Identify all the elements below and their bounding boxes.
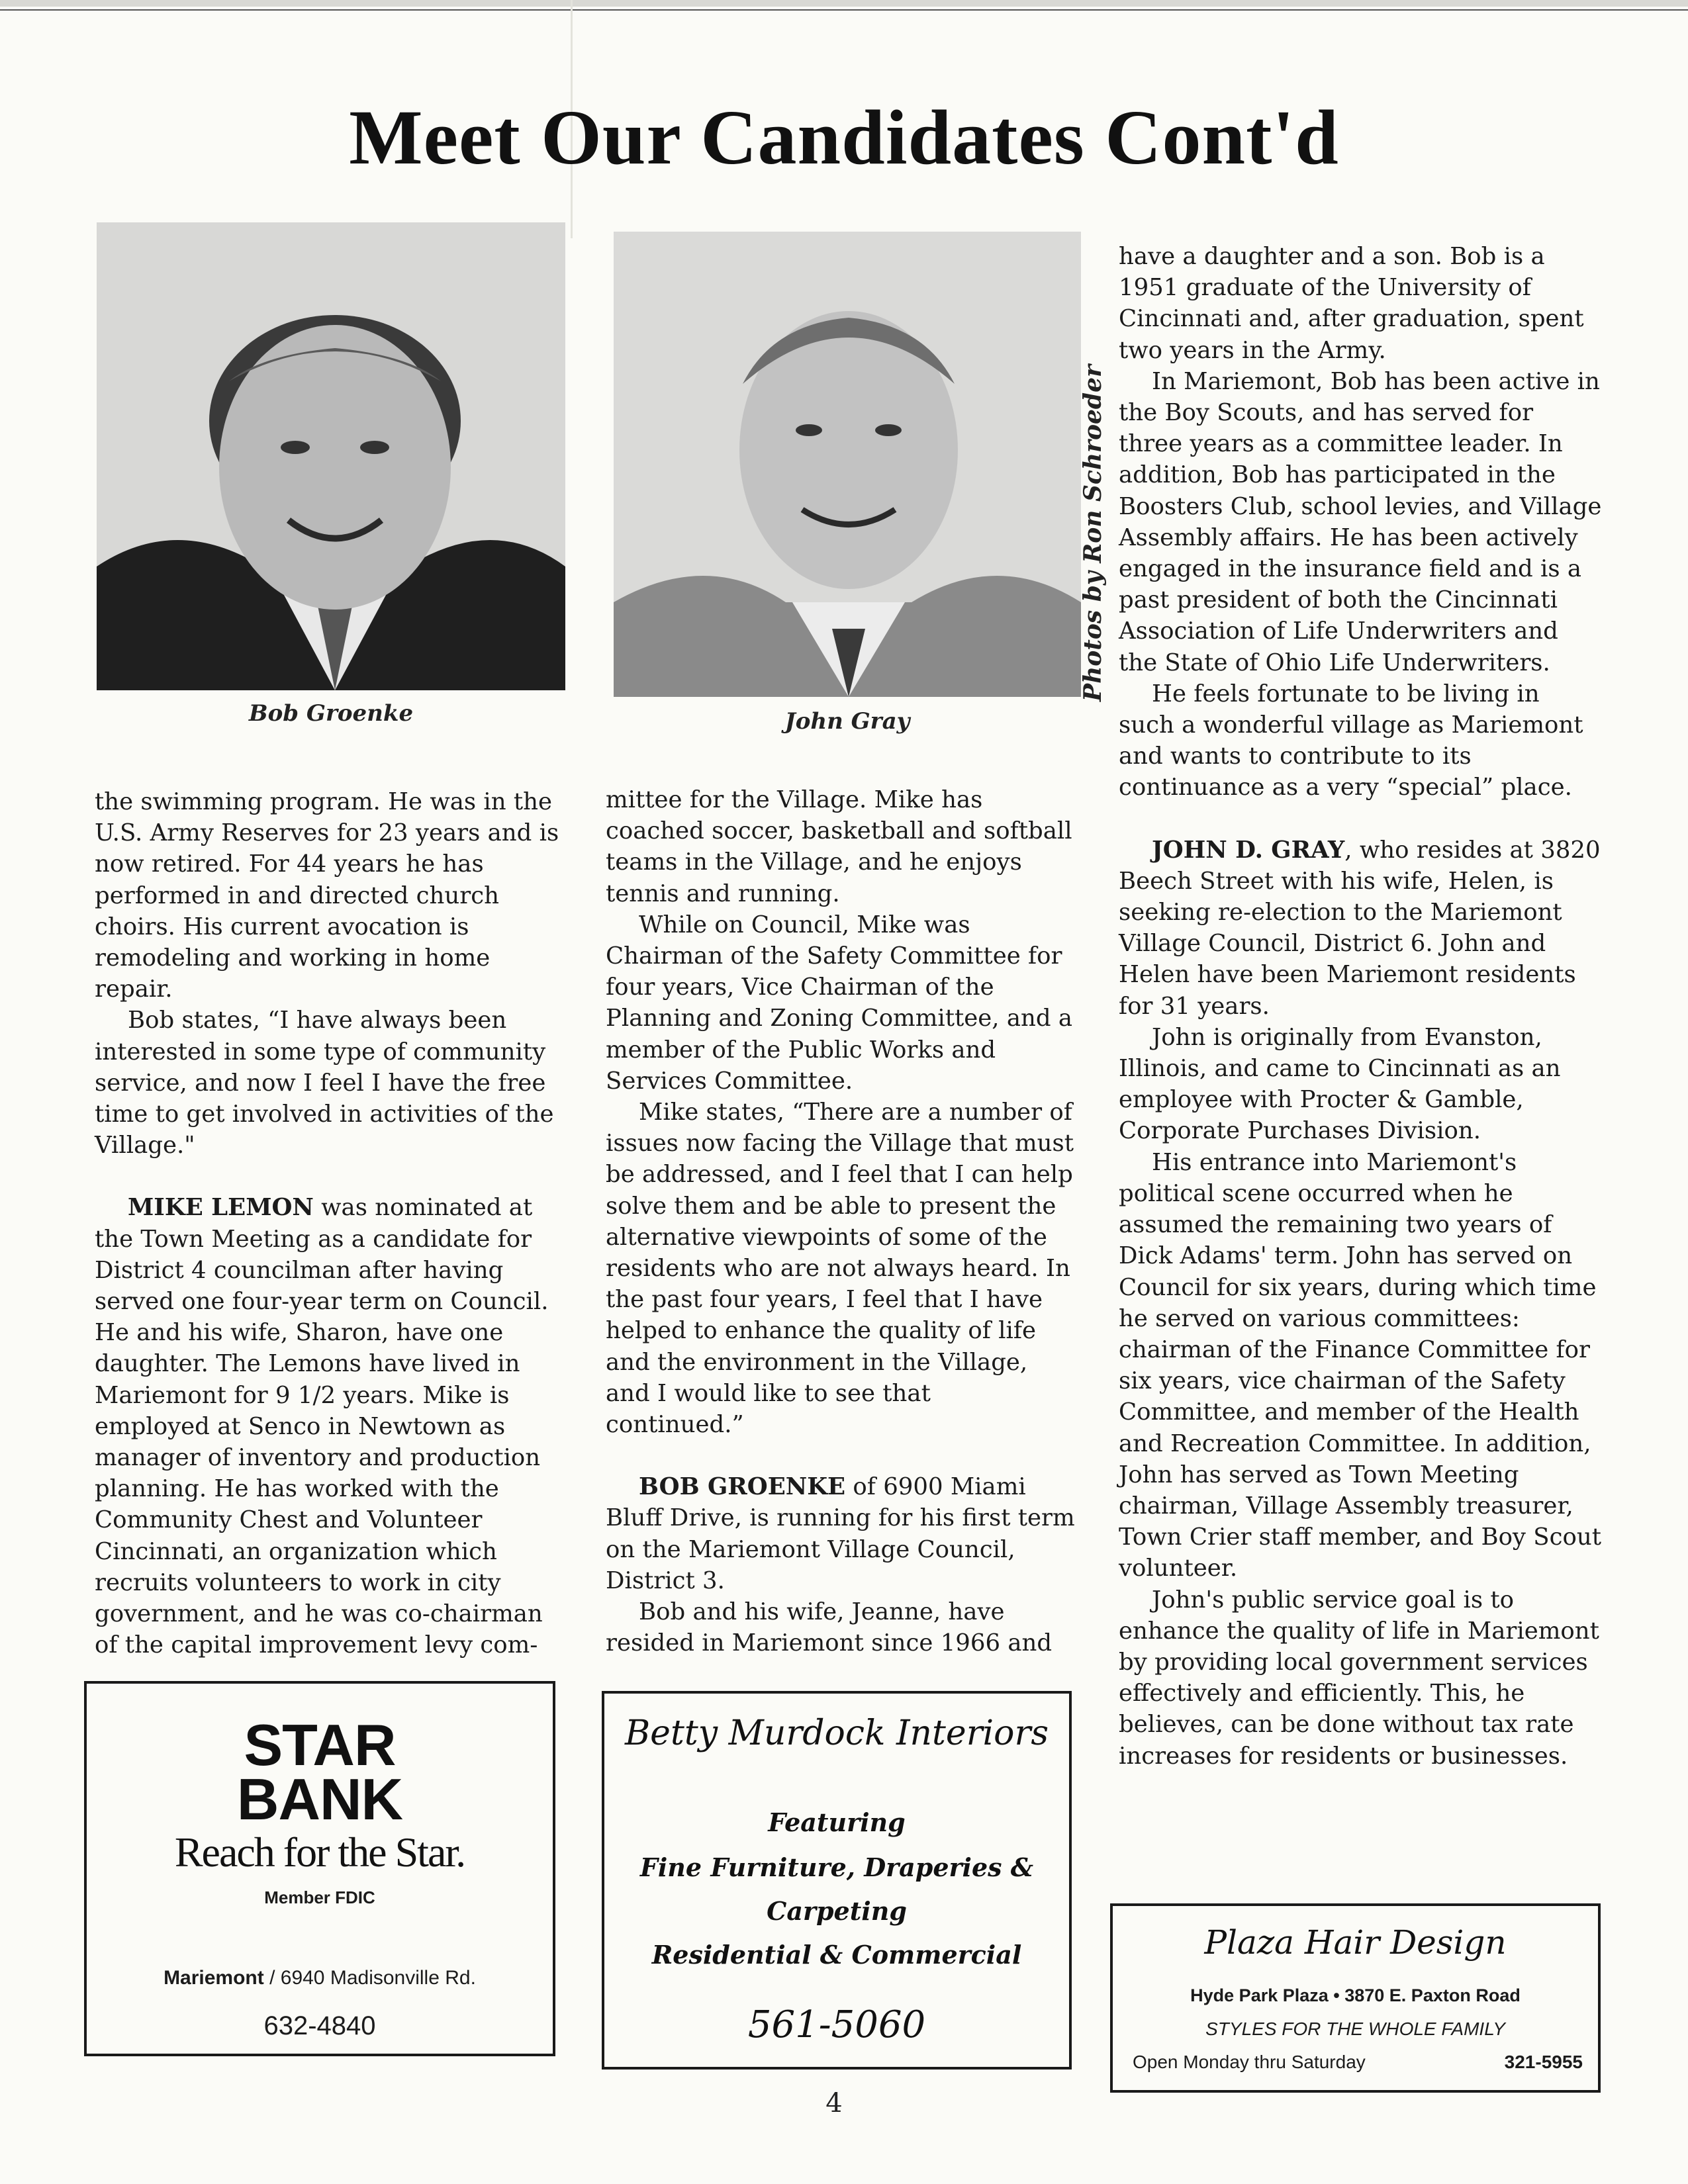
- col3-paragraph-5: John is originally from Evanston, Illinois, and came to Cincinnati as an employee with Procter & Gamble, Corporate Purchases Division.: [1119, 1023, 1561, 1145]
- plaza-address: Hyde Park Plaza • 3870 E. Paxton Road: [1190, 1985, 1521, 2005]
- col1-paragraph-3: MIKE LEMON was nominated at the Town Meeting as a candidate for District 4 councilman after having served one four-year term on Council. He and his wife, Sharon, have one daughter. The Lemons have lived in Mariemont for 9 1/2 years. Mike is employed at Senco in Newtown as manager of inventory and production planning. He has worked with the Community Chest and Volunteer Cincinnati, an organization which recruits volunteers to work in city government, and he was co-chairman of the capital improvement levy com-: [95, 1194, 549, 1659]
- murdock-featuring: Featuring: [768, 1807, 906, 1837]
- col1-paragraph-2: Bob states, “I have always been interested in some type of community service, and now I feel I have the free time to get involved in activities of the Village.": [95, 1007, 554, 1160]
- candidate-name-bob-groenke: BOB GROENKE: [639, 1473, 846, 1501]
- col2-paragraph-3: Mike states, “There are a number of issues now facing the Village that must be addressed, and I feel that I can help solve them and be able to present the alternative viewpoints of some of the residents who are not always heard. In the past four years, I feel that I have helped to enhance the quality of life and the environment in the Village, and I would like to see that continued.”: [606, 1099, 1074, 1439]
- murdock-name: Betty Murdock Interiors: [624, 1713, 1049, 1753]
- photo-bob-groenke: [97, 222, 565, 690]
- caption-john-gray: John Gray: [784, 708, 910, 735]
- page-title: Meet Our Candidates Cont'd: [349, 94, 1339, 181]
- plaza-phone: 321-5955: [1504, 2052, 1583, 2072]
- plaza-slogan: STYLES FOR THE WHOLE FAMILY: [1205, 2019, 1505, 2039]
- plaza-hours: Open Monday thru Saturday: [1133, 2052, 1366, 2072]
- murdock-line-3: Residential & Commercial: [651, 1940, 1022, 1970]
- star-bank-name-line1: STAR: [244, 1712, 396, 1778]
- ad-betty-murdock-interiors: [602, 1691, 1072, 2070]
- column-2: [606, 784, 1076, 1659]
- col3-paragraph-1: have a daughter and a son. Bob is a 1951 graduate of the University of Cincinnati and, after graduation, spent two years in the Army.: [1119, 243, 1584, 364]
- murdock-line-2: Carpeting: [767, 1896, 907, 1926]
- plaza-name: Plaza Hair Design: [1204, 1923, 1507, 1962]
- candidate-name-mike-lemon: MIKE LEMON: [128, 1194, 314, 1222]
- candidate-name-john-gray: JOHN D. GRAY: [1152, 836, 1345, 864]
- caption-bob-groenke: Bob Groenke: [248, 700, 414, 727]
- col2-paragraph-4: BOB GROENKE of 6900 Miami Bluff Drive, is running for his first term on the Mariemont Village Council, District 3.: [606, 1473, 1075, 1594]
- col3-paragraph-7: John's public service goal is to enhance the quality of life in Mariemont by providing local government services effectively and efficiently. This, he believes, can be done without tax rate increases for residents or businesses.: [1119, 1586, 1599, 1770]
- ad-star-bank: [84, 1681, 555, 2056]
- page-top-border: [0, 0, 1688, 7]
- star-bank-name-line2: BANK: [236, 1766, 403, 1832]
- col2-paragraph-5: Bob and his wife, Jeanne, have resided in Mariemont since 1966 and: [606, 1598, 1053, 1657]
- col3-paragraph-6: His entrance into Mariemont's political scene occurred when he assumed the remaining two years of Dick Adams' term. John has served on Council for six years, during which time he served on various committees: chairman of the Finance Committee for six years, vice chairman of the Safety Committee, and member of the Health and Recreation Committee. In addition, John has served as Town Meeting chairman, Village Assembly treasurer, Town Crier staff member, and Boy Scout volunteer.: [1119, 1148, 1601, 1582]
- page-top-rule: [0, 9, 1688, 11]
- column-1: [95, 786, 565, 1661]
- col3-paragraph-2: In Mariemont, Bob has been active in the Boy Scouts, and has served for three years as a committee leader. In addition, Bob has participated in the Boosters Club, school levies, and Village Assembly affairs. He has been actively engaged in the insurance field and is a past president of both the Cincinnati Association of Life Underwriters and the State of Ohio Life Underwriters.: [1119, 367, 1602, 676]
- page-number: 4: [825, 2088, 843, 2118]
- star-bank-location: Mariemont / 6940 Madisonville Rd.: [164, 1967, 476, 1989]
- star-bank-slogan: Reach for the Star.: [174, 1829, 465, 1876]
- star-bank-member-fdic: Member FDIC: [264, 1888, 375, 1907]
- col2-paragraph-1: mittee for the Village. Mike has coached soccer, basketball and softball teams in the Village, and he enjoys tennis and running.: [606, 786, 1072, 907]
- murdock-phone: 561-5060: [747, 2003, 926, 2046]
- photo-john-gray: [614, 232, 1081, 697]
- col1-paragraph-1: the swimming program. He was in the U.S. Army Reserves for 23 years and is now retired. For 44 years he has performed in and directed church choirs. His current avocation is remodeling and working in home repair.: [95, 788, 559, 1003]
- col3-paragraph-4: JOHN D. GRAY, who resides at 3820 Beech Street with his wife, Helen, is seeking re-election to the Mariemont Village Council, District 6. John and Helen have been Mariemont residents for 31 years.: [1119, 836, 1601, 1020]
- col2-paragraph-2: While on Council, Mike was Chairman of the Safety Committee for four years, Vice Chairman of the Planning and Zoning Committee, and a member of the Public Works and Services Committee.: [606, 911, 1073, 1095]
- murdock-line-1: Fine Furniture, Draperies &: [639, 1852, 1034, 1882]
- column-3: [1119, 241, 1602, 1772]
- plaza-hours-row: [1133, 2052, 1583, 2073]
- col3-paragraph-3: He feels fortunate to be living in such a wonderful village as Mariemont and wants to contribute to its continuance as a very “special” place.: [1119, 680, 1583, 801]
- star-bank-phone: 632-4840: [263, 2011, 376, 2040]
- ad-plaza-hair-design: [1110, 1903, 1601, 2093]
- photo-credit: Photos by Ron Schroeder: [1079, 365, 1107, 702]
